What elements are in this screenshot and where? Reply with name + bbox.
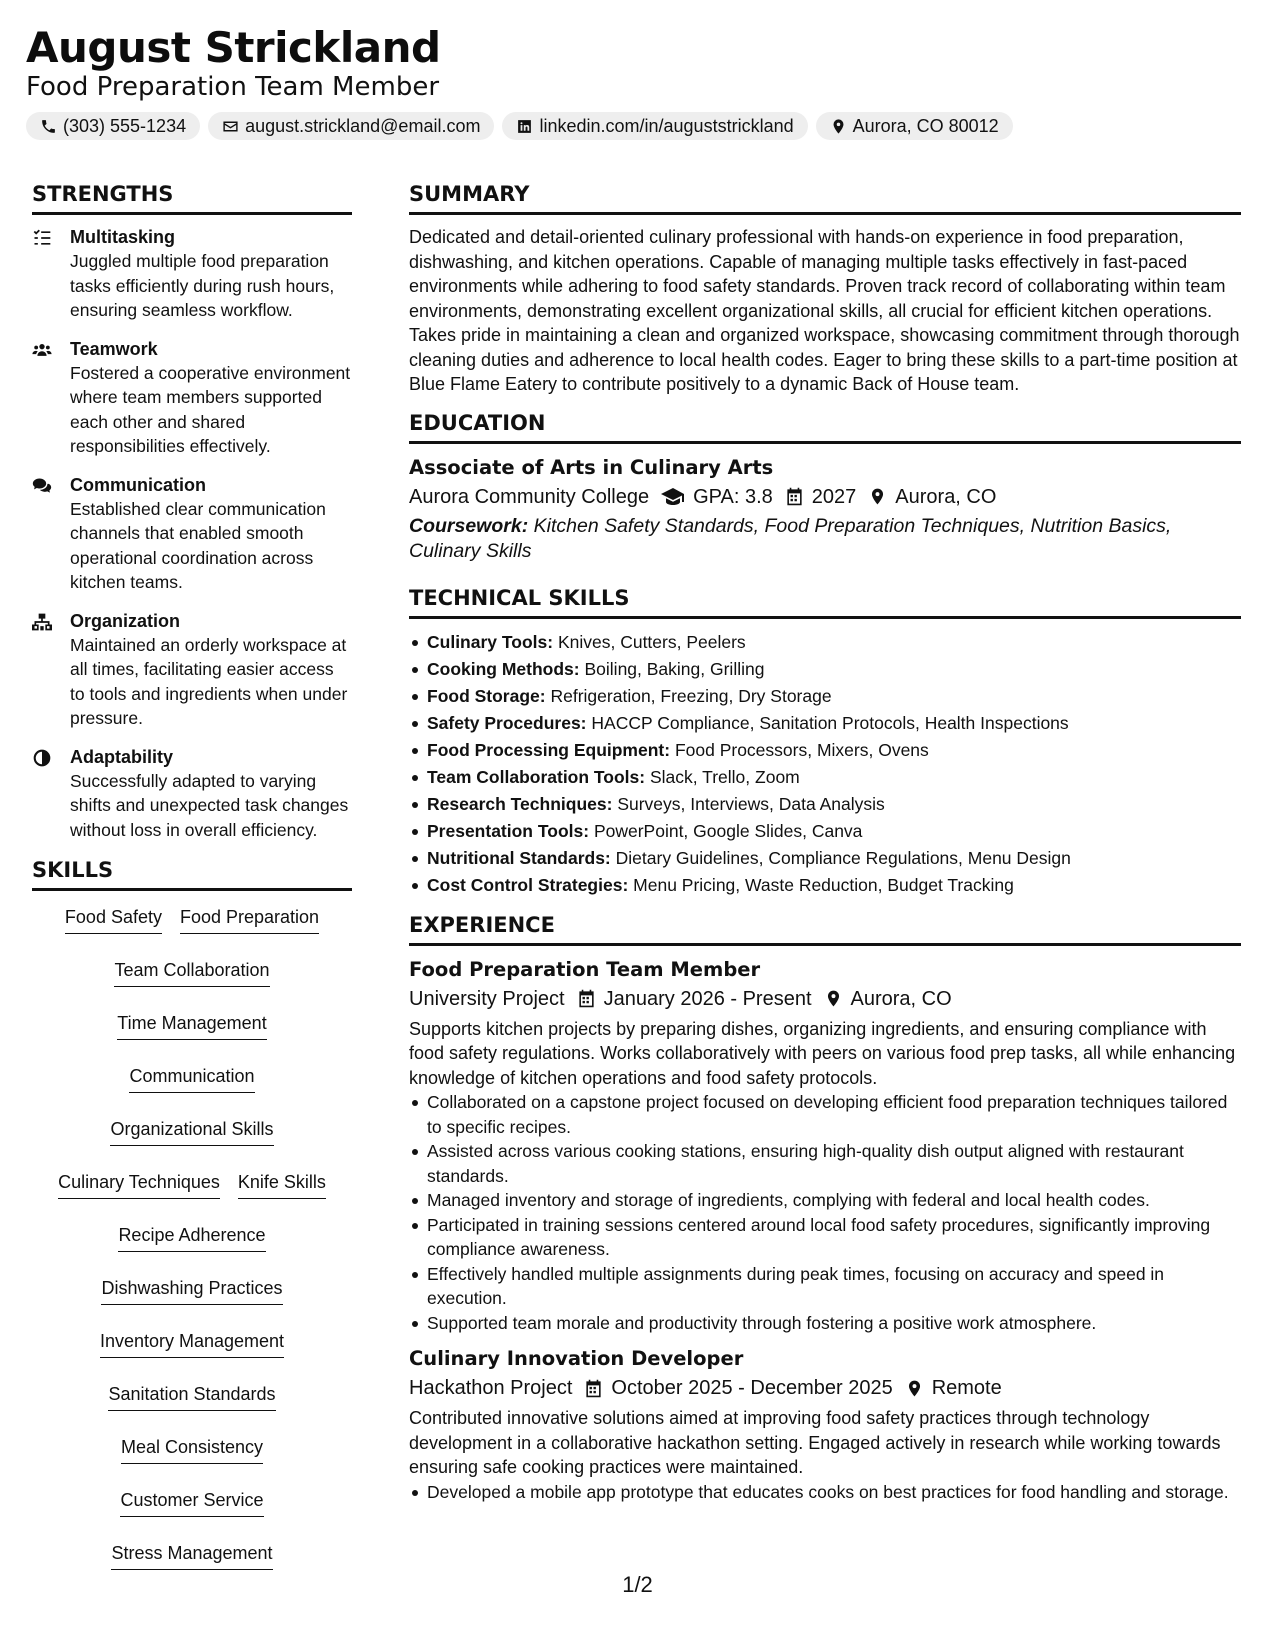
experience-heading: EXPERIENCE <box>409 911 1241 946</box>
candidate-title: Food Preparation Team Member <box>26 72 440 102</box>
resume-header <box>26 22 1246 140</box>
strength-desc: Established clear communication channels that enabled smooth operational coordination across kitchen teams. <box>70 498 326 592</box>
list-item <box>409 764 1241 791</box>
job-description: Contributed innovative solutions aimed at improving food safety practices through technology development in a collaborative hackathon setting. Engaged actively in research while working towards ensuring safe cooking practices were maintained. <box>409 1408 1221 1477</box>
skill-tag: Meal Consistency <box>121 1435 263 1464</box>
list-check-icon <box>32 228 52 248</box>
tech-label: Presentation Tools: <box>427 820 590 841</box>
skill-tag: Inventory Management <box>100 1329 284 1358</box>
phone-icon <box>40 118 57 135</box>
contact-location[interactable] <box>816 112 1013 140</box>
job-meta <box>409 1373 1241 1403</box>
strength-title: Multitasking <box>70 227 176 247</box>
list-item <box>409 710 1241 737</box>
grad-year: 2027 <box>811 485 857 508</box>
skills-heading: SKILLS <box>32 856 352 891</box>
skill-tag: Food Safety <box>65 905 162 934</box>
list-item: Participated in training sessions centered around local food safety procedures, significantly improving compliance awareness. <box>409 1213 1241 1262</box>
degree-title: Associate of Arts in Culinary Arts <box>409 455 774 479</box>
job-org: Hackathon Project <box>409 1377 573 1399</box>
contact-email-text: august.strickland@email.com <box>245 115 481 136</box>
job-dates: January 2026 - Present <box>603 987 812 1010</box>
list-item: Assisted across various cooking stations, ensuring high-quality dish output aligned with restaurant standards. <box>409 1139 1241 1188</box>
education-heading: EDUCATION <box>409 409 1241 444</box>
tech-value: Refrigeration, Freezing, Dry Storage <box>550 685 832 706</box>
skill-tag: Time Management <box>117 1011 266 1040</box>
graduation-cap-icon <box>661 485 685 509</box>
tech-value: Dietary Guidelines, Compliance Regulations, Menu Design <box>615 847 1071 868</box>
skill-tag: Sanitation Standards <box>108 1382 275 1411</box>
map-pin-icon <box>824 989 843 1008</box>
contact-linkedin-text: linkedin.com/in/auguststrickland <box>539 115 794 136</box>
tech-value: Slack, Trello, Zoom <box>649 766 800 787</box>
skill-tag: Knife Skills <box>238 1170 326 1199</box>
tech-label: Food Processing Equipment: <box>427 739 671 760</box>
tech-value: Knives, Cutters, Peelers <box>557 631 746 652</box>
job-entry <box>409 956 1241 1336</box>
list-item <box>409 818 1241 845</box>
summary-heading: SUMMARY <box>409 180 1241 215</box>
skill-tag: Recipe Adherence <box>118 1223 265 1252</box>
calendar-icon <box>785 487 804 506</box>
list-item <box>409 629 1241 656</box>
tech-label: Research Techniques: <box>427 793 613 814</box>
job-description: Supports kitchen projects by preparing dishes, organizing ingredients, and ensuring compliance with food safety regulations. Works collaboratively with peers on various food prep tasks, all while enhancing knowledge of kitchen operations and food safety protocols. <box>409 1018 1236 1088</box>
skill-tag: Culinary Techniques <box>58 1170 220 1199</box>
sitemap-icon <box>32 612 52 632</box>
contact-email[interactable] <box>208 112 494 140</box>
list-item: Effectively handled multiple assignments during peak times, focusing on accuracy and speed in execution. <box>409 1262 1241 1311</box>
technical-skills-list <box>409 629 1241 899</box>
calendar-icon <box>577 989 596 1008</box>
strength-title: Communication <box>70 474 207 495</box>
contact-linkedin[interactable] <box>502 112 807 140</box>
tech-label: Food Storage: <box>427 685 546 706</box>
strength-title: Organization <box>70 610 181 631</box>
coursework-label: Coursework: <box>409 514 529 537</box>
list-item: Developed a mobile app prototype that educates cooks on best practices for food handling and storage. <box>409 1480 1241 1505</box>
job-location: Remote <box>931 1377 1002 1399</box>
tech-label: Nutritional Standards: <box>427 847 611 868</box>
contact-location-text: Aurora, CO 80012 <box>852 115 999 136</box>
strength-desc: Juggled multiple food preparation tasks efficiently during rush hours, ensuring seamless workflow. <box>70 251 335 320</box>
coursework <box>409 514 1241 564</box>
map-pin-icon <box>905 1379 924 1398</box>
contact-phone[interactable] <box>26 112 200 140</box>
page-number: 1/2 <box>622 1572 653 1597</box>
map-pin-icon <box>868 487 887 506</box>
strength-title: Teamwork <box>70 338 158 359</box>
job-meta <box>409 984 1241 1014</box>
strength-item <box>32 473 352 595</box>
summary-text: Dedicated and detail-oriented culinary professional with hands-on experience in food preparation, dishwashing, and kitchen operations. Capable of managing multiple tasks effectively in fast-paced environments while adhering to food safety standards. Proven track record of collaborating within team environments, demonstrating excellent organizational skills, all crucial for efficient kitchen operations. Takes pride in maintaining a clean and organized workspace, showcasing commitment through thorough cleaning duties and adherence to local health codes. Eager to bring these skills to a part-time position at Blue Flame Eatery to contribute positively to a dynamic Back of House team. <box>409 227 1240 394</box>
list-item: Managed inventory and storage of ingredients, complying with federal and local health codes. <box>409 1188 1241 1213</box>
school-name: Aurora Community College <box>409 485 650 508</box>
coursework-list: Kitchen Safety Standards, Food Preparation Techniques, Nutrition Basics, Culinary Skills <box>409 514 1172 562</box>
job-title: Food Preparation Team Member <box>409 957 761 981</box>
contact-bar <box>26 112 1246 140</box>
list-item <box>409 872 1241 899</box>
list-item <box>409 791 1241 818</box>
strength-desc: Maintained an orderly workspace at all times, facilitating easier access to tools and ingredients when under pressure. <box>70 634 348 728</box>
strength-item <box>32 337 352 459</box>
list-item <box>409 737 1241 764</box>
list-item: Supported team morale and productivity through fostering a positive work atmosphere. <box>409 1311 1241 1336</box>
tech-value: Menu Pricing, Waste Reduction, Budget Tracking <box>633 874 1014 895</box>
strengths-heading: STRENGTHS <box>32 180 352 215</box>
job-entry <box>409 1345 1241 1504</box>
skill-tag: Communication <box>129 1064 254 1093</box>
tech-value: Food Processors, Mixers, Ovens <box>674 739 929 760</box>
users-icon <box>32 340 52 360</box>
skill-tag: Food Preparation <box>180 905 319 934</box>
comments-icon <box>32 476 52 496</box>
skill-tag: Customer Service <box>120 1488 263 1517</box>
left-column <box>32 180 352 1570</box>
strength-title: Adaptability <box>70 746 174 767</box>
list-item <box>409 683 1241 710</box>
skill-tag: Stress Management <box>111 1541 272 1570</box>
map-pin-icon <box>830 118 847 135</box>
strength-desc: Fostered a cooperative environment where team members supported each other and shared responsibilities effectively. <box>70 362 351 456</box>
tech-label: Safety Procedures: <box>427 712 587 733</box>
skill-tag: Team Collaboration <box>114 958 269 987</box>
skill-tag: Organizational Skills <box>110 1117 273 1146</box>
right-column <box>409 180 1241 1504</box>
tech-value: HACCP Compliance, Sanitation Protocols, Health Inspections <box>591 712 1069 733</box>
job-bullets <box>409 1090 1241 1335</box>
tech-label: Cooking Methods: <box>427 658 580 679</box>
half-circle-icon <box>32 748 52 768</box>
calendar-icon <box>584 1379 603 1398</box>
tech-value: Surveys, Interviews, Data Analysis <box>617 793 885 814</box>
school-location: Aurora, CO <box>895 485 997 508</box>
job-title: Culinary Innovation Developer <box>409 1347 744 1370</box>
tech-value: PowerPoint, Google Slides, Canva <box>593 820 863 841</box>
envelope-icon <box>222 118 239 135</box>
candidate-name: August Strickland <box>26 23 441 72</box>
job-bullets <box>409 1480 1241 1505</box>
contact-phone-text: (303) 555-1234 <box>63 115 187 136</box>
skill-tag: Dishwashing Practices <box>101 1276 282 1305</box>
education-meta <box>409 482 1241 512</box>
tech-value: Boiling, Baking, Grilling <box>584 658 765 679</box>
linkedin-icon <box>516 118 533 135</box>
strength-desc: Successfully adapted to varying shifts and unexpected task changes without loss in overall efficiency. <box>70 770 349 840</box>
job-dates: October 2025 - December 2025 <box>611 1377 893 1399</box>
list-item: Collaborated on a capstone project focused on developing efficient food preparation techniques tailored to specific recipes. <box>409 1090 1241 1139</box>
job-location: Aurora, CO <box>850 987 952 1010</box>
tech-label: Culinary Tools: <box>427 631 554 652</box>
skills-list <box>32 901 352 1570</box>
technical-skills-heading: TECHNICAL SKILLS <box>409 584 1241 619</box>
strength-item <box>32 225 352 323</box>
list-item <box>409 845 1241 872</box>
tech-label: Cost Control Strategies: <box>427 874 629 895</box>
strength-item <box>32 745 352 843</box>
list-item <box>409 656 1241 683</box>
gpa-text: GPA: 3.8 <box>693 485 773 508</box>
job-org: University Project <box>409 987 565 1010</box>
tech-label: Team Collaboration Tools: <box>427 766 646 787</box>
strength-item <box>32 609 352 731</box>
